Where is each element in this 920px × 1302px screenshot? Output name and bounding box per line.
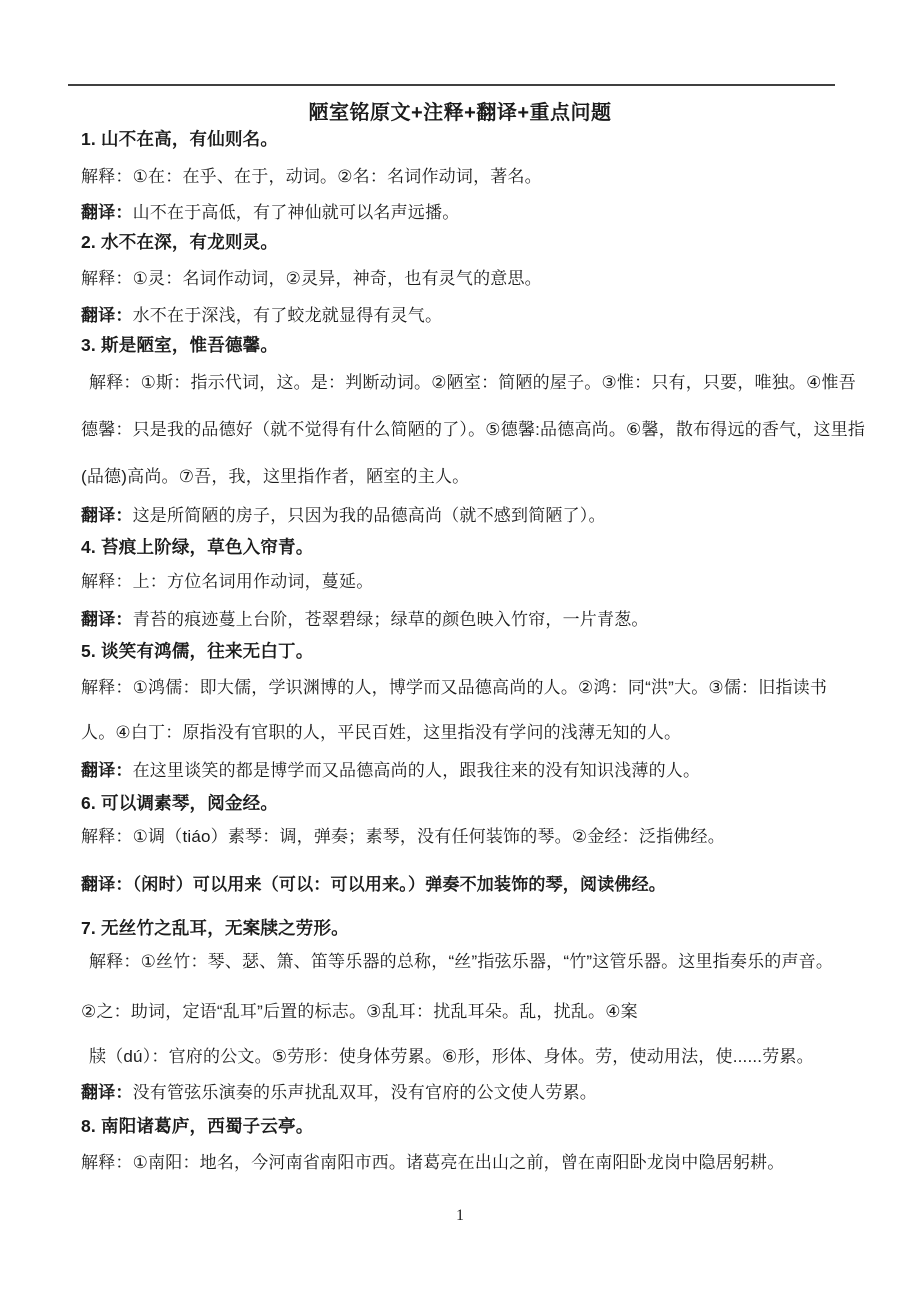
translation-label: 翻译： [81,203,133,222]
section-7-explanation-line: 牍（dú）：官府的公文。⑤劳形：使身体劳累。⑥形，形体、身体。劳，使动用法，使......劳累。 [89,1047,814,1066]
translation-text: （闲时）可以用来（可以：可以用来。）弹奏不加装饰的琴，阅读佛经。 [132,875,667,894]
translation-text: 青苔的痕迹蔓上台阶，苍翠碧绿；绿草的颜色映入竹帘，一片青葱。 [132,610,649,629]
section-2-translation-line [81,305,442,327]
section-6-translation-line [81,874,666,896]
section-6-explanation-line: 解释：①调（tiáo）素琴：调，弹奏；素琴，没有任何装饰的琴。②金经：泛指佛经。 [81,827,725,846]
section-4-heading: 4. 苔痕上阶绿，草色入帘青。 [81,537,314,557]
translation-text: 这是所简陋的房子，只因为我的品德高尚（就不感到简陋了）。 [132,506,606,525]
translation-label: 翻译： [81,610,133,629]
translation-label: 翻译： [81,506,133,525]
section-1-heading: 1. 山不在高，有仙则名。 [81,129,279,149]
page-title: 陋室铭原文+注释+翻译+重点问题 [308,102,612,124]
section-3-translation-line [81,505,606,527]
section-7-translation-line [81,1082,597,1104]
section-4-translation-line [81,609,649,631]
translation-label: 翻译： [81,761,133,780]
section-7-explanation-line: 解释：①丝竹：琴、瑟、箫、笛等乐器的总称，“丝”指弦乐器，“竹”这管乐器。这里指奏乐的声音。 [89,952,834,971]
section-6-heading: 6. 可以调素琴，阅金经。 [81,793,279,813]
section-3-explanation-line: (品德)高尚。⑦吾，我，这里指作者，陋室的主人。 [81,467,470,486]
section-3-heading: 3. 斯是陋室，惟吾德馨。 [81,335,279,355]
section-8-heading: 8. 南阳诸葛庐，西蜀子云亭。 [81,1116,314,1136]
section-8-explanation-line: 解释：①南阳：地名，今河南省南阳市西。诸葛亮在出山之前，曾在南阳卧龙岗中隐居躬耕。 [81,1153,785,1172]
section-2-explanation-line: 解释：①灵：名词作动词，②灵异，神奇，也有灵气的意思。 [81,269,542,288]
section-2-heading: 2. 水不在深，有龙则灵。 [81,232,279,252]
section-5-translation-line [81,760,700,782]
translation-text: 山不在于高低，有了神仙就可以名声远播。 [132,203,460,222]
section-1-explanation-line: 解释：①在：在乎、在于，动词。②名：名词作动词，著名。 [81,167,542,186]
section-5-explanation-line: 解释：①鸿儒：即大儒，学识渊博的人，博学而又品德高尚的人。②鸿：同“洪”大。③儒：旧指读书 [81,678,828,697]
translation-text: 没有管弦乐演奏的乐声扰乱双耳，没有官府的公文使人劳累。 [132,1083,598,1102]
section-3-explanation-line: 解释：①斯：指示代词，这。是：判断动词。②陋室：简陋的屋子。③惟：只有，只要，唯独。④惟吾 [89,373,856,392]
translation-text: 在这里谈笑的都是博学而又品德高尚的人，跟我往来的没有知识浅薄的人。 [132,761,701,780]
top-rule [68,84,835,86]
section-4-explanation-line: 解释：上：方位名词用作动词，蔓延。 [81,572,374,591]
translation-text: 水不在于深浅，有了蛟龙就显得有灵气。 [132,306,443,325]
translation-label: 翻译： [81,875,133,894]
translation-label: 翻译： [81,306,133,325]
page-number: 1 [456,1207,464,1224]
translation-label: 翻译： [81,1083,133,1102]
section-1-translation-line [81,202,459,224]
section-5-heading: 5. 谈笑有鸿儒，往来无白丁。 [81,641,314,661]
section-3-explanation-line: 德馨：只是我的品德好（就不觉得有什么简陋的了）。⑤德馨:品德高尚。⑥馨，散布得远的香气，这里指 [81,420,866,439]
section-7-heading: 7. 无丝竹之乱耳，无案牍之劳形。 [81,918,349,938]
section-7-explanation-line: ②之：助词，定语“乱耳”后置的标志。③乱耳：扰乱耳朵。乱，扰乱。④案 [81,1002,638,1021]
section-5-explanation-line: 人。④白丁：原指没有官职的人，平民百姓，这里指没有学问的浅薄无知的人。 [81,723,682,742]
